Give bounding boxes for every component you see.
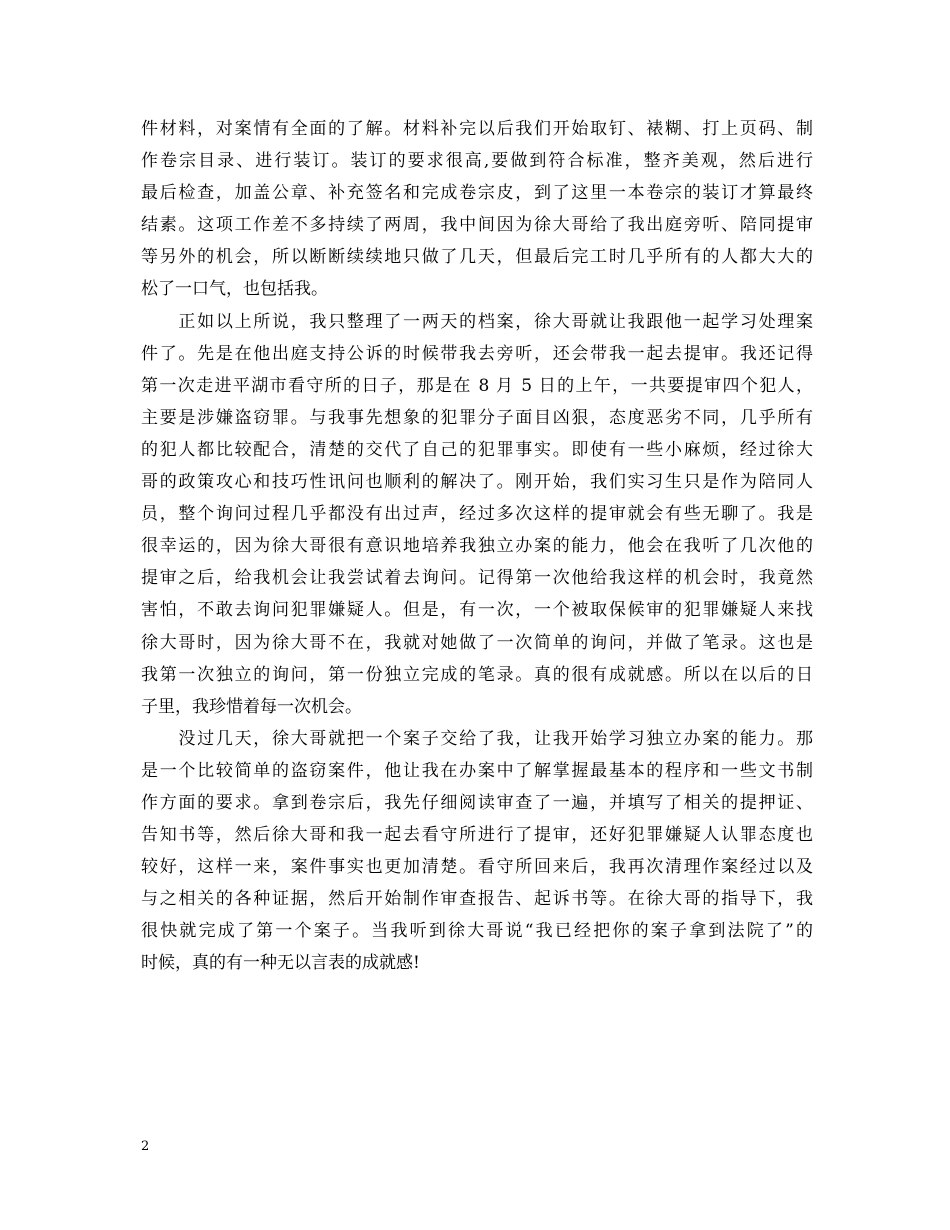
text-line: 主要是涉嫌盗窃罪。与我事先想象的犯罪分子面目凶狠，态度恶劣不同，几乎所有 bbox=[141, 407, 813, 428]
text-line: 件材料，对案情有全面的了解。材料补完以后我们开始取钉、裱糊、打上页码、制 bbox=[141, 119, 813, 139]
text-line: 我第一次独立的询问，第一份独立完成的笔录。真的很有成就感。所以在以后的日 bbox=[141, 664, 813, 685]
text-line: 时候，真的有一种无以言表的成就感! bbox=[141, 953, 420, 974]
text-line: 松了一口气，也包括我。 bbox=[141, 279, 328, 300]
text-line: 很快就完成了第一个案子。当我听到徐大哥说“我已经把你的案子拿到法院了”的 bbox=[141, 921, 813, 942]
text-line: 没过几天，徐大哥就把一个案子交给了我，让我开始学习独立办案的能力。那 bbox=[141, 728, 813, 749]
text-line: 最后检查，加盖公章、补充签名和完成卷宗皮，到了这里一本卷宗的装订才算最终 bbox=[141, 183, 813, 204]
text-line: 徐大哥时，因为徐大哥不在，我就对她做了一次简单的询问，并做了笔录。这也是 bbox=[141, 632, 813, 653]
text-line: 很幸运的，因为徐大哥很有意识地培养我独立办案的能力，他会在我听了几次他的 bbox=[141, 536, 813, 557]
text-line: 告知书等，然后徐大哥和我一起去看守所进行了提审，还好犯罪嫌疑人认罪态度也 bbox=[141, 825, 813, 846]
text-line: 第一次走进平湖市看守所的日子，那是在 8 月 5 日的上午，一共要提审四个犯人， bbox=[141, 375, 813, 396]
text-line: 的犯人都比较配合，清楚的交代了自己的犯罪事实。即使有一些小麻烦，经过徐大 bbox=[141, 439, 813, 460]
text-line: 结素。这项工作差不多持续了两周，我中间因为徐大哥给了我出庭旁听、陪同提审 bbox=[141, 215, 813, 236]
text-line: 子里，我珍惜着每一次机会。 bbox=[141, 696, 362, 717]
text-line: 正如以上所说，我只整理了一两天的档案，徐大哥就让我跟他一起学习处理案 bbox=[141, 311, 813, 332]
text-line: 较好，这样一来，案件事实也更加清楚。看守所回来后，我再次清理作案经过以及 bbox=[141, 857, 813, 878]
text-line: 哥的政策攻心和技巧性讯问也顺利的解决了。刚开始，我们实习生只是作为陪同人 bbox=[141, 472, 813, 493]
document-body bbox=[141, 113, 813, 980]
text-line: 是一个比较简单的盗窃案件，他让我在办案中了解掌握最基本的程序和一些文书制 bbox=[141, 760, 813, 781]
text-line: 等另外的机会，所以断断续续地只做了几天，但最后完工时几乎所有的人都大大的 bbox=[141, 247, 813, 268]
page-number: 2 bbox=[141, 1139, 150, 1154]
paragraph-2 bbox=[141, 306, 813, 723]
text-line: 提审之后，给我机会让我尝试着去询问。记得第一次他给我这样的机会时，我竟然 bbox=[141, 568, 813, 589]
text-line: 害怕，不敢去询问犯罪嫌疑人。但是，有一次，一个被取保候审的犯罪嫌疑人来找 bbox=[141, 600, 813, 621]
text-line: 员，整个询问过程几乎都没有出过声，经过多次这样的提审就会有些无聊了。我是 bbox=[141, 504, 813, 525]
text-line: 件了。先是在他出庭支持公诉的时候带我去旁听，还会带我一起去提审。我还记得 bbox=[141, 343, 813, 364]
paragraph-3 bbox=[141, 723, 813, 980]
text-line: 作方面的要求。拿到卷宗后，我先仔细阅读审查了一遍，并填写了相关的提押证、 bbox=[141, 792, 813, 813]
text-line: 作卷宗目录、进行装订。装订的要求很高,要做到符合标准，整齐美观，然后进行 bbox=[141, 151, 813, 172]
paragraph-1 bbox=[141, 113, 813, 306]
text-line: 与之相关的各种证据，然后开始制作审查报告、起诉书等。在徐大哥的指导下，我 bbox=[141, 889, 813, 910]
